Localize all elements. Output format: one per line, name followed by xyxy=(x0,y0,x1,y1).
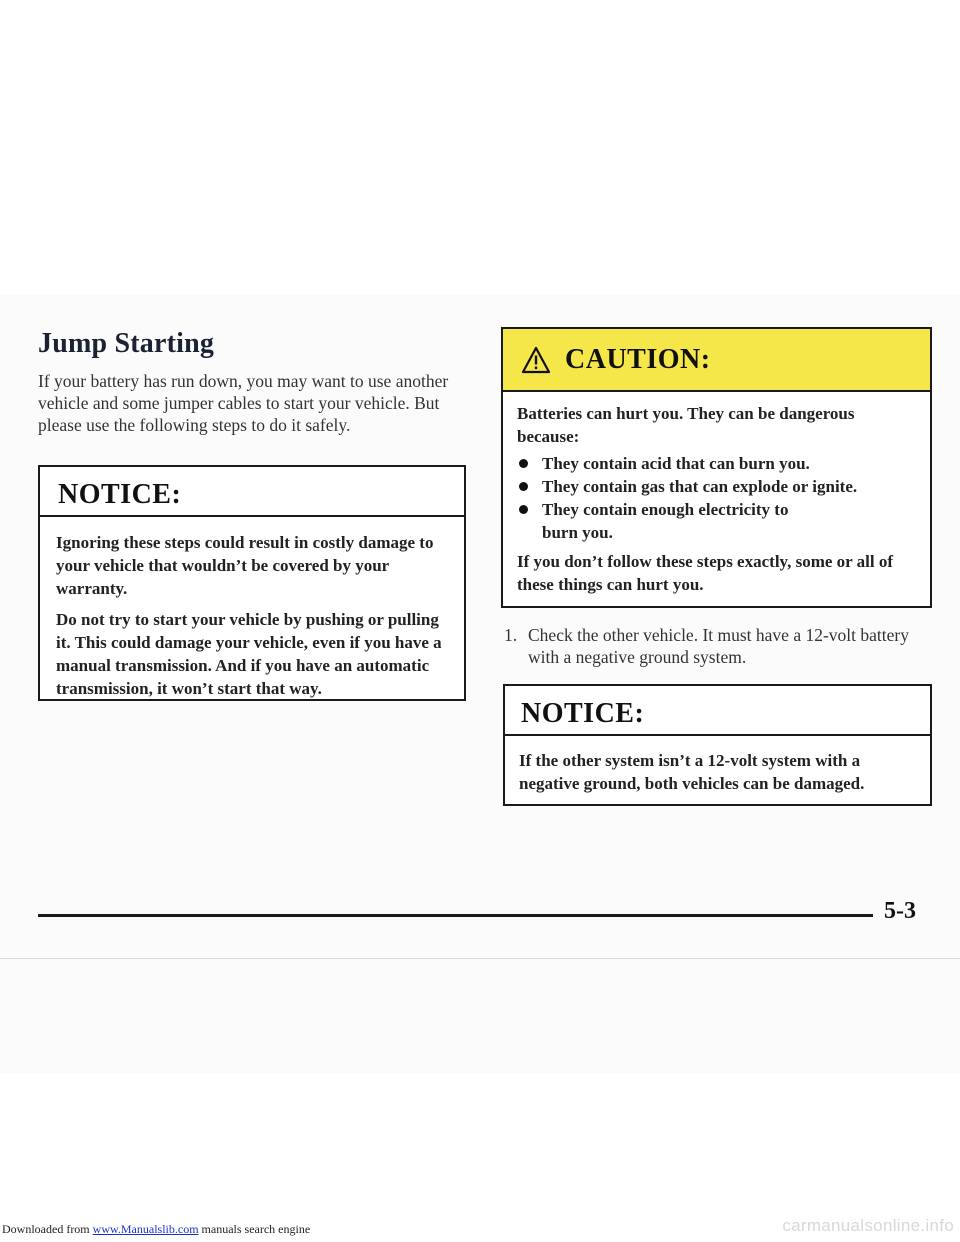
notice-paragraph: Ignoring these steps could result in costly damage to your vehicle that wouldn’t be covered by your warranty. xyxy=(56,533,434,598)
notice-box-left xyxy=(38,465,466,701)
notice-heading-left: NOTICE: xyxy=(40,467,464,517)
left-column xyxy=(38,328,470,436)
download-attribution xyxy=(2,1222,310,1237)
warning-triangle-icon xyxy=(521,346,551,374)
step-text: Check the other vehicle. It must have a 12-volt battery with a negative ground system. xyxy=(528,625,909,667)
caution-heading: CAUTION: xyxy=(565,343,711,375)
caution-intro: Batteries can hurt you. They can be dangerous because: xyxy=(517,404,855,446)
notice-box-right xyxy=(503,684,932,806)
caution-header xyxy=(503,329,930,392)
notice-paragraph: Do not try to start your vehicle by pushing or pulling it. This could damage your vehicle, even if you have a manual transmission. And if you have an automatic transmission, it won’t start that way. xyxy=(56,610,442,698)
bullet-dot-icon xyxy=(519,505,528,514)
watermark: carmanualsonline.info xyxy=(782,1216,954,1235)
download-suffix: manuals search engine xyxy=(198,1222,311,1236)
list-item xyxy=(517,498,916,544)
bullet-text: They contain acid that can burn you. xyxy=(542,454,810,473)
manualslib-link[interactable]: www.Manualslib.com xyxy=(92,1222,199,1236)
page-title: Jump Starting xyxy=(38,328,215,359)
bullet-text: They contain gas that can explode or ignite. xyxy=(542,477,858,496)
bullet-text: They contain enough electricity to burn you. xyxy=(542,500,789,542)
download-prefix: Downloaded from xyxy=(2,1222,93,1236)
caution-outro: If you don’t follow these steps exactly, some or all of these things can hurt you. xyxy=(517,552,894,594)
bullet-dot-icon xyxy=(519,459,528,468)
caution-bullet-list xyxy=(517,452,916,544)
step-number: 1. xyxy=(504,625,518,645)
bullet-dot-icon xyxy=(519,482,528,491)
list-item xyxy=(517,452,916,475)
caution-body xyxy=(503,392,930,606)
notice-body-left xyxy=(40,517,464,710)
list-item xyxy=(517,475,916,498)
intro-paragraph: If your battery has run down, you may want to use another vehicle and some jumper cables to start your vehicle. But please use the following steps to do it safely. xyxy=(38,371,449,435)
notice-heading-right: NOTICE: xyxy=(505,686,930,736)
step-1 xyxy=(504,624,924,668)
notice-body-right xyxy=(505,736,930,803)
caution-box xyxy=(501,327,932,608)
page-number: 5-3 xyxy=(884,898,916,924)
divider xyxy=(0,958,960,959)
notice-paragraph: If the other system isn’t a 12-volt system with a negative ground, both vehicles can be damaged. xyxy=(519,751,865,793)
footer-rule xyxy=(38,914,873,917)
